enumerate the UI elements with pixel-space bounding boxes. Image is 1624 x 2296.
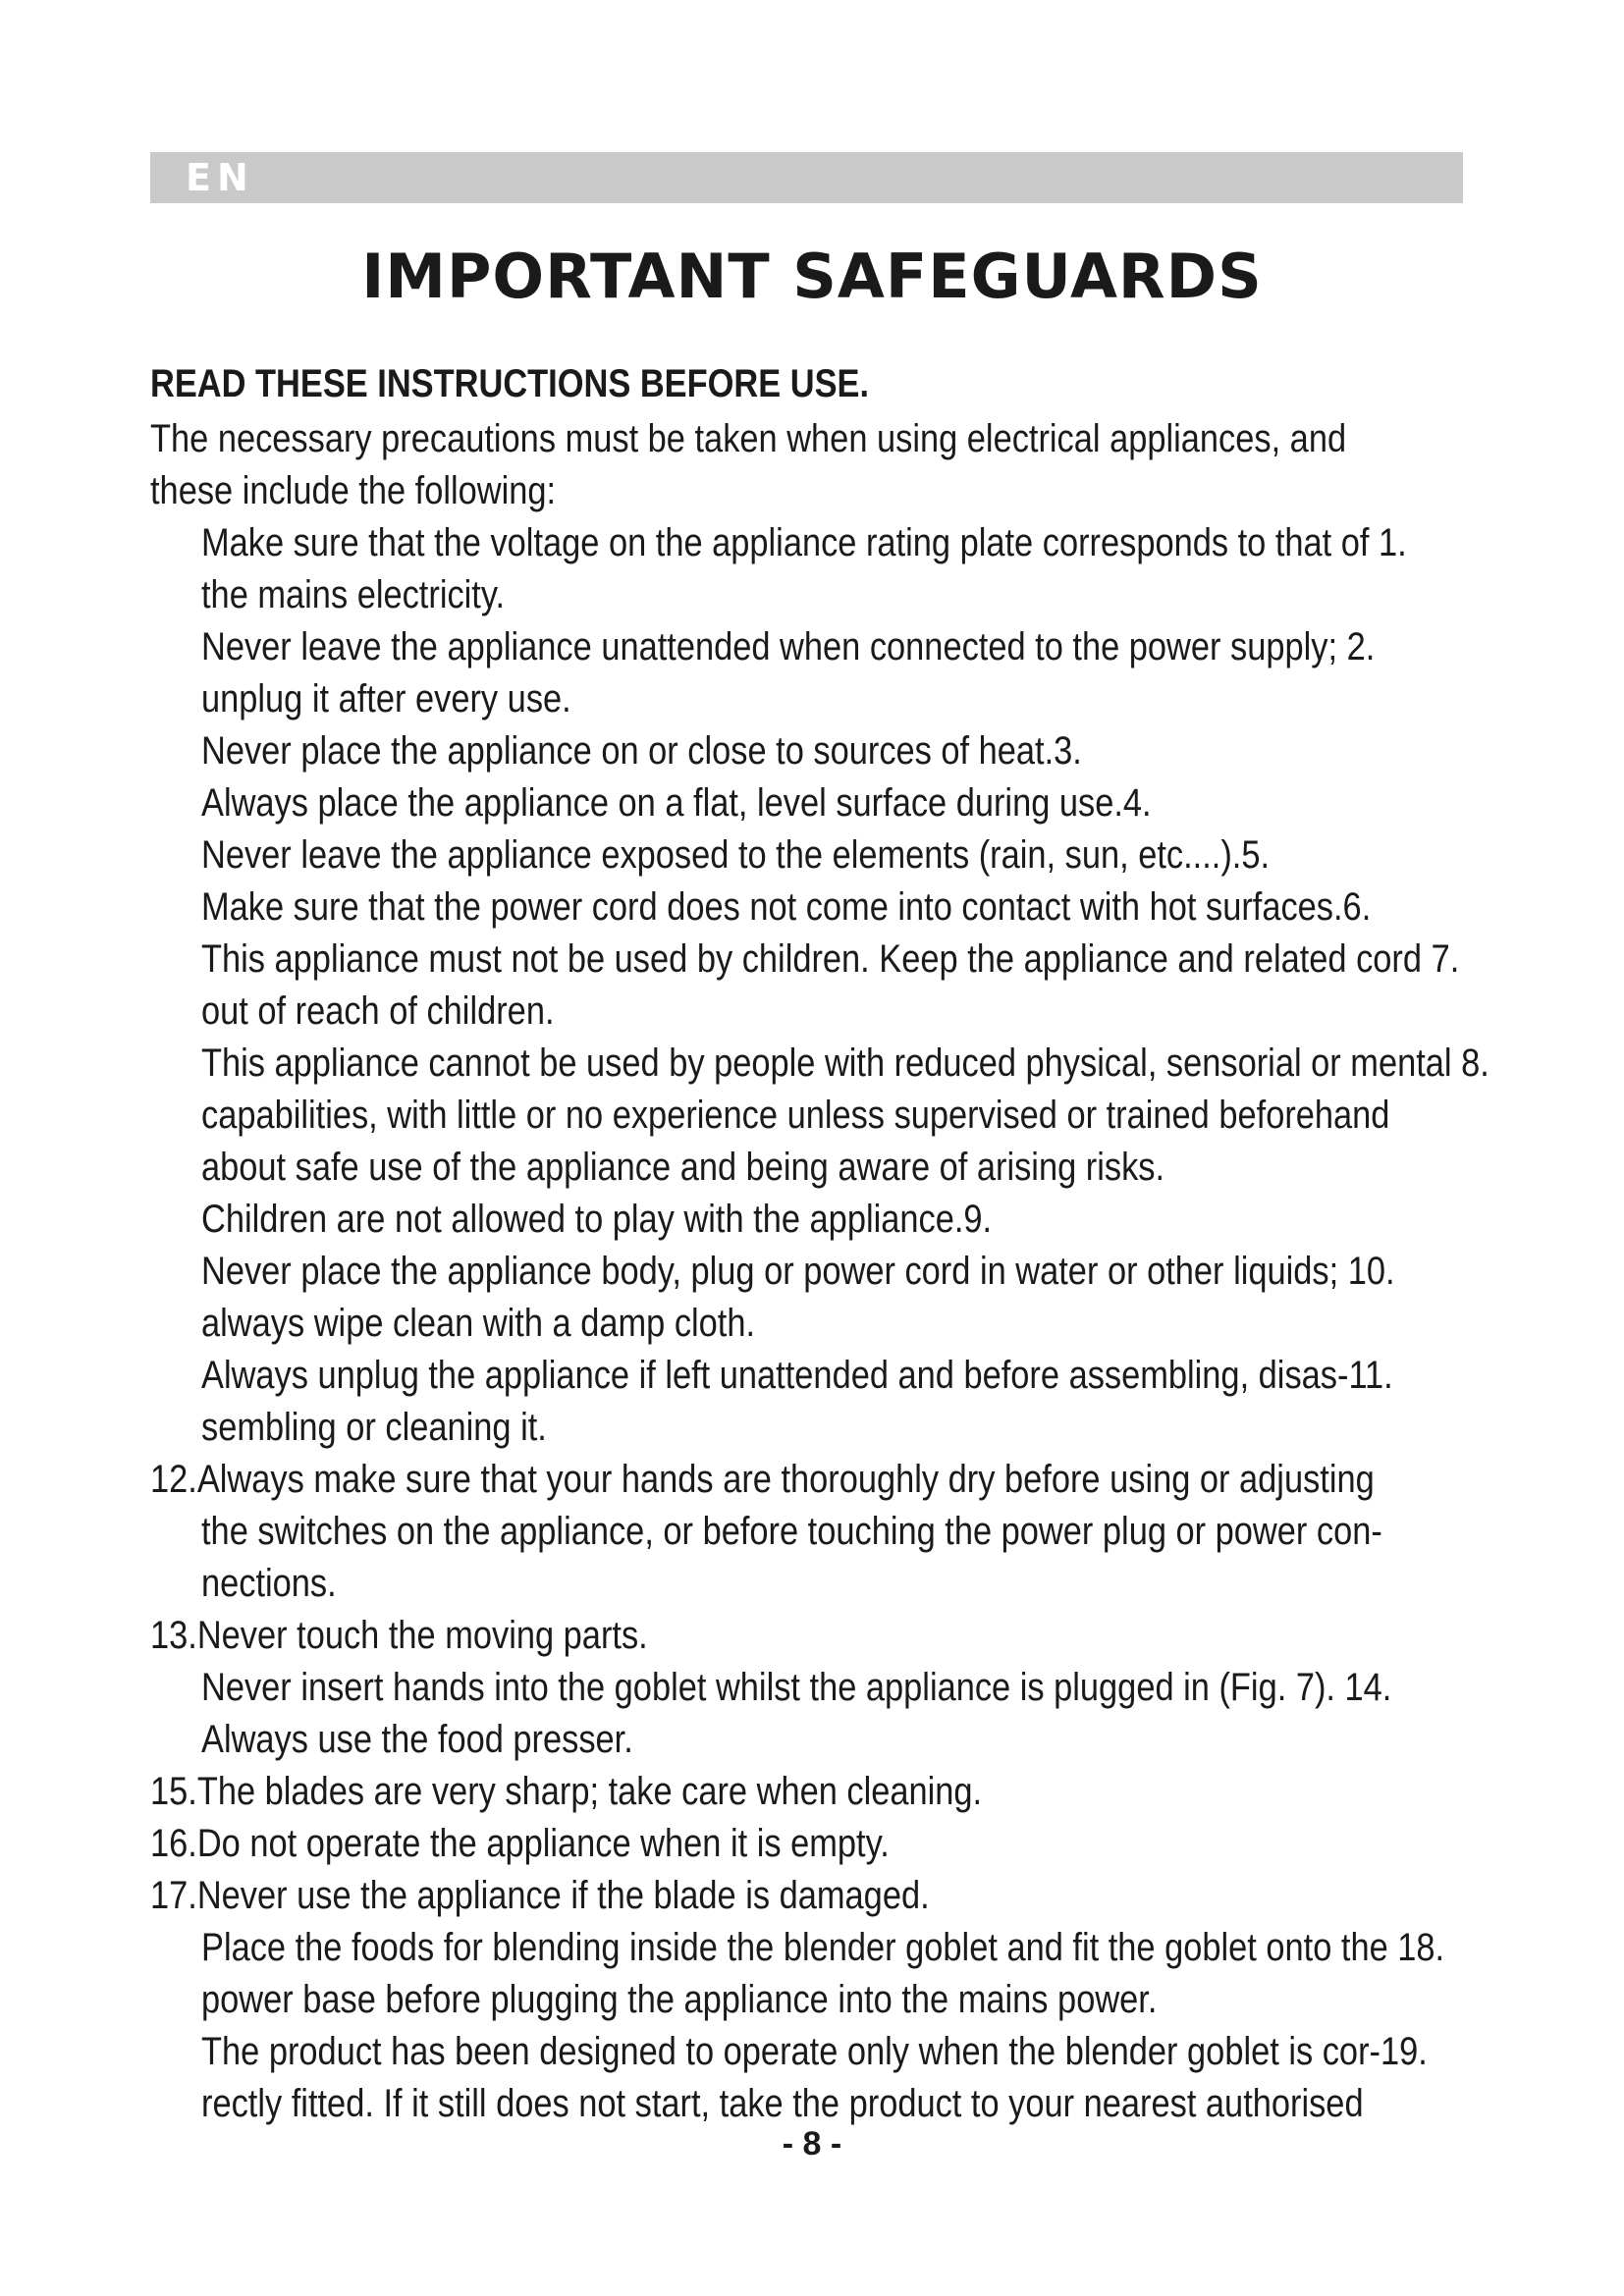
- list-item-line: Place the foods for blending inside the blender goblet and fit the goblet onto the 18.: [201, 1926, 1445, 1969]
- list-item-line: the switches on the appliance, or before touching the power plug or power con-: [201, 1510, 1382, 1553]
- page-number: - 8 -: [782, 2125, 842, 2163]
- intro-line: these include the following:: [150, 469, 557, 512]
- list-item-line: Never leave the appliance unattended when connected to the power supply; 2.: [201, 625, 1376, 668]
- list-item-line: the mains electricity.: [201, 573, 506, 616]
- list-item-line: Always unplug the appliance if left unattended and before assembling, disas-11.: [201, 1354, 1393, 1397]
- list-item-line: Always place the appliance on a flat, level surface during use.4.: [201, 781, 1152, 825]
- list-item-line: sembling or cleaning it.: [201, 1406, 547, 1449]
- list-item-line: out of reach of children.: [201, 989, 555, 1033]
- list-item-line: capabilities, with little or no experience unless supervised or trained beforehand: [201, 1094, 1390, 1137]
- list-item-line: This appliance cannot be used by people with reduced physical, sensorial or mental 8.: [201, 1041, 1489, 1085]
- list-item-line: Make sure that the power cord does not come into contact with hot surfaces.6.: [201, 885, 1372, 929]
- list-item-line: power base before plugging the appliance into the mains power.: [201, 1978, 1158, 2021]
- intro-line: The necessary precautions must be taken when using electrical appliances, and: [150, 417, 1347, 460]
- list-item-line: Never place the appliance on or close to sources of heat.3.: [201, 729, 1082, 773]
- list-item-line: The product has been designed to operate only when the blender goblet is cor-19.: [201, 2030, 1428, 2073]
- list-item-line: Always use the food presser.: [201, 1718, 633, 1761]
- page-title: IMPORTANT SAFEGUARDS: [361, 240, 1263, 312]
- list-item-line: 15.The blades are very sharp; take care when cleaning.: [150, 1770, 983, 1813]
- list-item-line: nections.: [201, 1562, 337, 1605]
- list-item-line: Never insert hands into the goblet whilst the appliance is plugged in (Fig. 7). 14.: [201, 1666, 1392, 1709]
- list-item-line: 13.Never touch the moving parts.: [150, 1614, 648, 1657]
- list-item-line: Never place the appliance body, plug or power cord in water or other liquids; 10.: [201, 1250, 1395, 1293]
- list-item-line: Never leave the appliance exposed to the elements (rain, sun, etc....).5.: [201, 833, 1271, 877]
- list-item-line: 17.Never use the appliance if the blade is damaged.: [150, 1874, 930, 1917]
- list-item-line: rectly fitted. If it still does not start, take the product to your nearest authorised: [201, 2082, 1364, 2125]
- language-label: EN: [186, 156, 254, 199]
- list-item-line: unplug it after every use.: [201, 677, 571, 721]
- list-item-line: Children are not allowed to play with the appliance.9.: [201, 1198, 993, 1241]
- list-item-line: always wipe clean with a damp cloth.: [201, 1302, 756, 1345]
- list-item-line: 16.Do not operate the appliance when it is empty.: [150, 1822, 890, 1865]
- page-subtitle: READ THESE INSTRUCTIONS BEFORE USE.: [150, 362, 870, 405]
- list-item-line: about safe use of the appliance and being aware of arising risks.: [201, 1146, 1165, 1189]
- language-bar: [150, 152, 1463, 203]
- list-item-line: This appliance must not be used by children. Keep the appliance and related cord 7.: [201, 937, 1460, 981]
- list-item-line: Make sure that the voltage on the appliance rating plate corresponds to that of 1.: [201, 521, 1407, 564]
- list-item-line: 12.Always make sure that your hands are thoroughly dry before using or adjusting: [150, 1458, 1375, 1501]
